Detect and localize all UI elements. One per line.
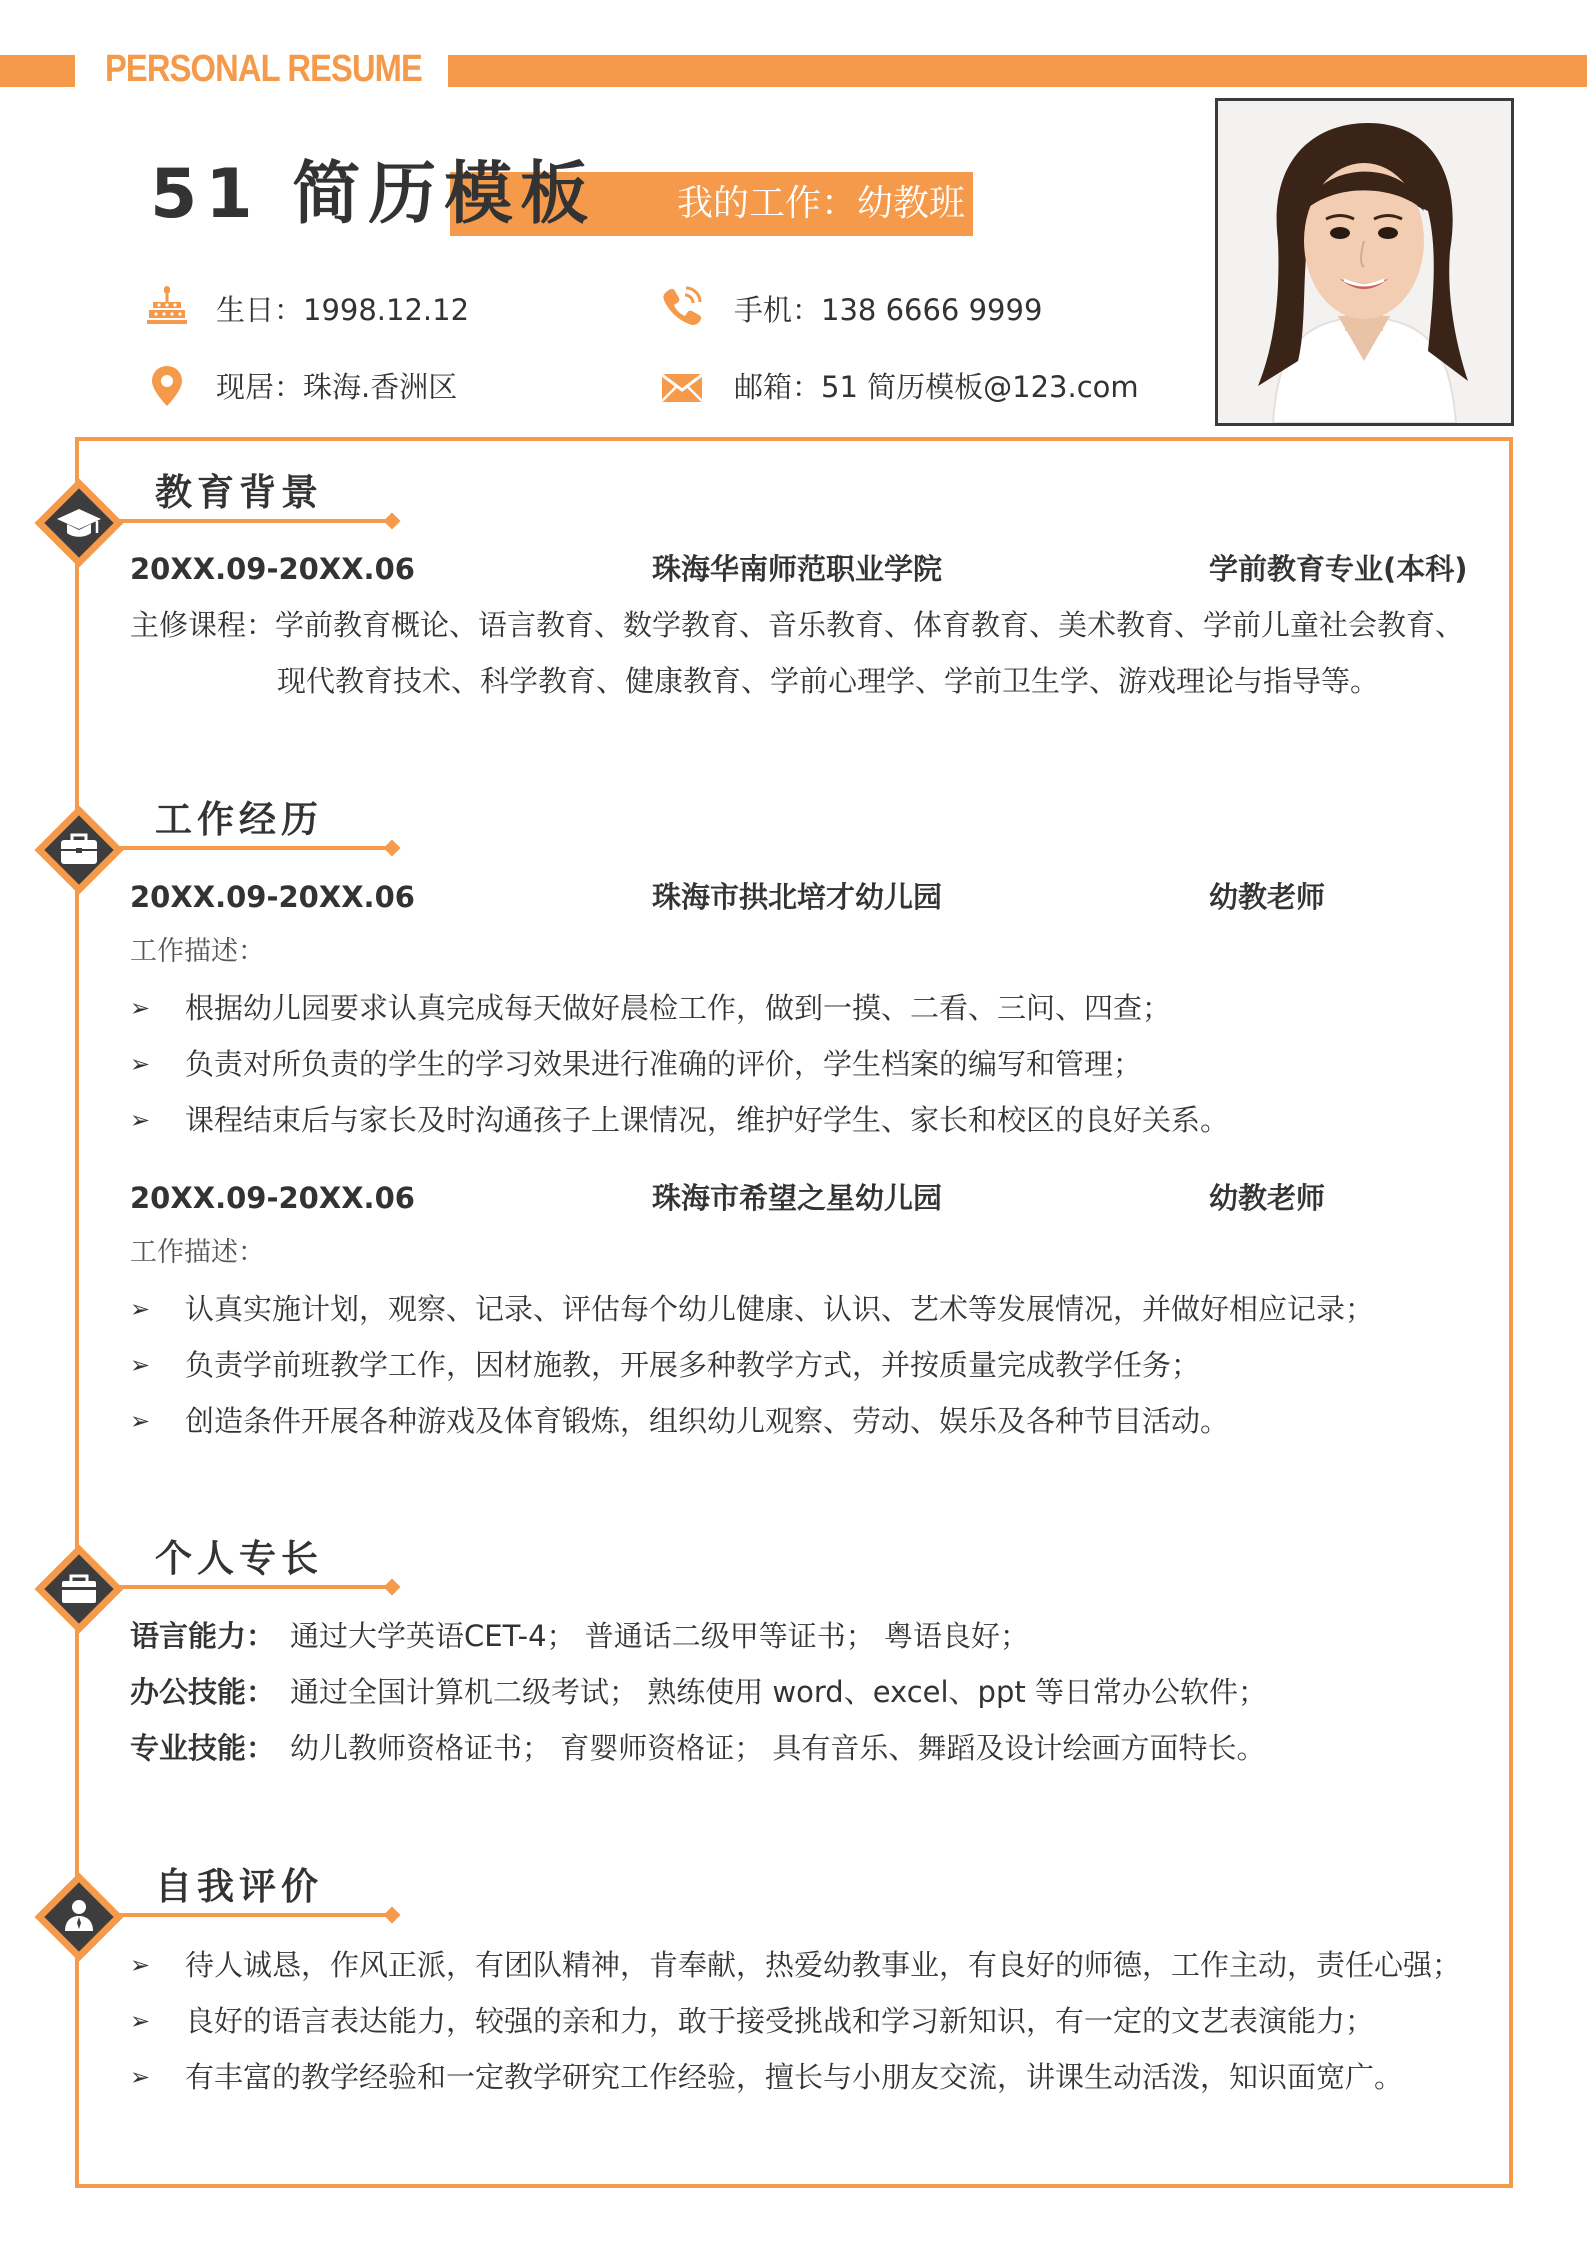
- education-courses-line2: 现代教育技术、科学教育、健康教育、学前心理学、学前卫生学、游戏理论与指导等。: [277, 664, 1380, 698]
- evaluation-bullet-3: 有丰富的教学经验和一定教学研究工作经验，擅长与小朋友交流，讲课生动活泼，知识面宽广。: [185, 2060, 1404, 2094]
- location-text: 现居：珠海.香洲区: [216, 370, 458, 404]
- job-1-date: 20XX.09-20XX.06: [130, 880, 415, 914]
- location-pin-icon: [145, 364, 189, 408]
- education-heading-underline: [118, 519, 390, 523]
- banner-bar-right: [448, 55, 1587, 87]
- skills-heading: 个人专长: [155, 1537, 323, 1580]
- bullet-arrow-icon: ➢: [130, 2007, 151, 2035]
- skill-1-label: 语言能力：: [130, 1619, 276, 1653]
- skill-2-text: 通过全国计算机二级考试； 熟练使用 word、excel、ppt 等日常办公软件；: [290, 1675, 1267, 1709]
- bullet-arrow-icon: ➢: [130, 1106, 151, 1134]
- bullet-arrow-icon: ➢: [130, 1295, 151, 1323]
- job-2-bullet-3: 创造条件开展各种游戏及体育锻炼，组织幼儿观察、劳动、娱乐及各种节目活动。: [185, 1404, 1230, 1438]
- banner-bar-left: [0, 55, 75, 87]
- education-school: 珠海华南师范职业学院: [652, 552, 943, 586]
- bullet-arrow-icon: ➢: [130, 1351, 151, 1379]
- portrait-illustration: [1218, 101, 1511, 423]
- job-2-description-label: 工作描述：: [130, 1237, 265, 1268]
- work-heading-underline: [118, 846, 390, 850]
- skill-2-label: 办公技能：: [130, 1675, 276, 1709]
- education-heading: 教育背景: [155, 471, 323, 514]
- education-major: 学前教育专业(本科): [1209, 552, 1468, 586]
- job-2-role: 幼教老师: [1209, 1181, 1326, 1215]
- education-courses-line1: 主修课程：学前教育概论、语言教育、数学教育、音乐教育、体育教育、美术教育、学前儿童社会教育、: [130, 608, 1465, 642]
- briefcase-icon: [33, 804, 125, 896]
- bullet-arrow-icon: ➢: [130, 1050, 151, 1078]
- birthday-text: 生日：1998.12.12: [216, 293, 470, 327]
- email-text: 邮箱：51 简历模板@123.com: [734, 370, 1139, 404]
- skill-1-text: 通过大学英语CET-4； 普通话二级甲等证书； 粤语良好；: [290, 1619, 1029, 1653]
- bullet-arrow-icon: ➢: [130, 1951, 151, 1979]
- person-icon: [33, 1871, 125, 1963]
- phone-icon: [660, 284, 704, 328]
- job-1-organization: 珠海市拱北培才幼儿园: [652, 880, 943, 914]
- job-1-bullet-3: 课程结束后与家长及时沟通孩子上课情况，维护好学生、家长和校区的良好关系。: [185, 1103, 1230, 1137]
- job-1-description-label: 工作描述：: [130, 936, 265, 967]
- job-1-bullet-1: 根据幼儿园要求认真完成每天做好晨检工作，做到一摸、二看、三问、四查；: [185, 991, 1172, 1025]
- skill-3-label: 专业技能：: [130, 1731, 276, 1765]
- evaluation-bullet-1: 待人诚恳，作风正派，有团队精神，肯奉献，热爱幼教事业，有良好的师德，工作主动，责任心强；: [185, 1948, 1462, 1982]
- evaluation-bullet-2: 良好的语言表达能力，较强的亲和力，敢于接受挑战和学习新知识，有一定的文艺表演能力；: [185, 2004, 1375, 2038]
- job-1-bullet-2: 负责对所负责的学生的学习效果进行准确的评价，学生档案的编写和管理；: [185, 1047, 1143, 1081]
- job-2-bullet-1: 认真实施计划，观察、记录、评估每个幼儿健康、认识、艺术等发展情况，并做好相应记录；: [185, 1292, 1375, 1326]
- bullet-arrow-icon: ➢: [130, 1407, 151, 1435]
- cake-icon: [145, 284, 189, 328]
- skills-heading-underline: [118, 1585, 390, 1589]
- job-2-date: 20XX.09-20XX.06: [130, 1181, 415, 1215]
- job-1-role: 幼教老师: [1209, 880, 1326, 914]
- banner-title: PERSONAL RESUME: [105, 48, 422, 90]
- work-heading: 工作经历: [155, 798, 323, 841]
- profile-photo: [1215, 98, 1514, 426]
- education-date: 20XX.09-20XX.06: [130, 552, 415, 586]
- resume-name: 51 简历模板: [150, 155, 597, 234]
- phone-text: 手机：138 6666 9999: [734, 293, 1043, 327]
- job-title: 我的工作：幼教班: [677, 183, 966, 224]
- job-2-bullet-2: 负责学前班教学工作，因材施教，开展多种教学方式，并按质量完成教学任务；: [185, 1348, 1201, 1382]
- evaluation-heading: 自我评价: [155, 1865, 323, 1908]
- envelope-icon: [660, 366, 704, 410]
- bullet-arrow-icon: ➢: [130, 2063, 151, 2091]
- job-2-organization: 珠海市希望之星幼儿园: [652, 1181, 943, 1215]
- bullet-arrow-icon: ➢: [130, 994, 151, 1022]
- toolbox-icon: [33, 1543, 125, 1635]
- skill-3-text: 幼儿教师资格证书； 育婴师资格证； 具有音乐、舞蹈及设计绘画方面特长。: [290, 1731, 1266, 1765]
- graduation-cap-icon: [33, 477, 125, 569]
- evaluation-heading-underline: [118, 1913, 390, 1917]
